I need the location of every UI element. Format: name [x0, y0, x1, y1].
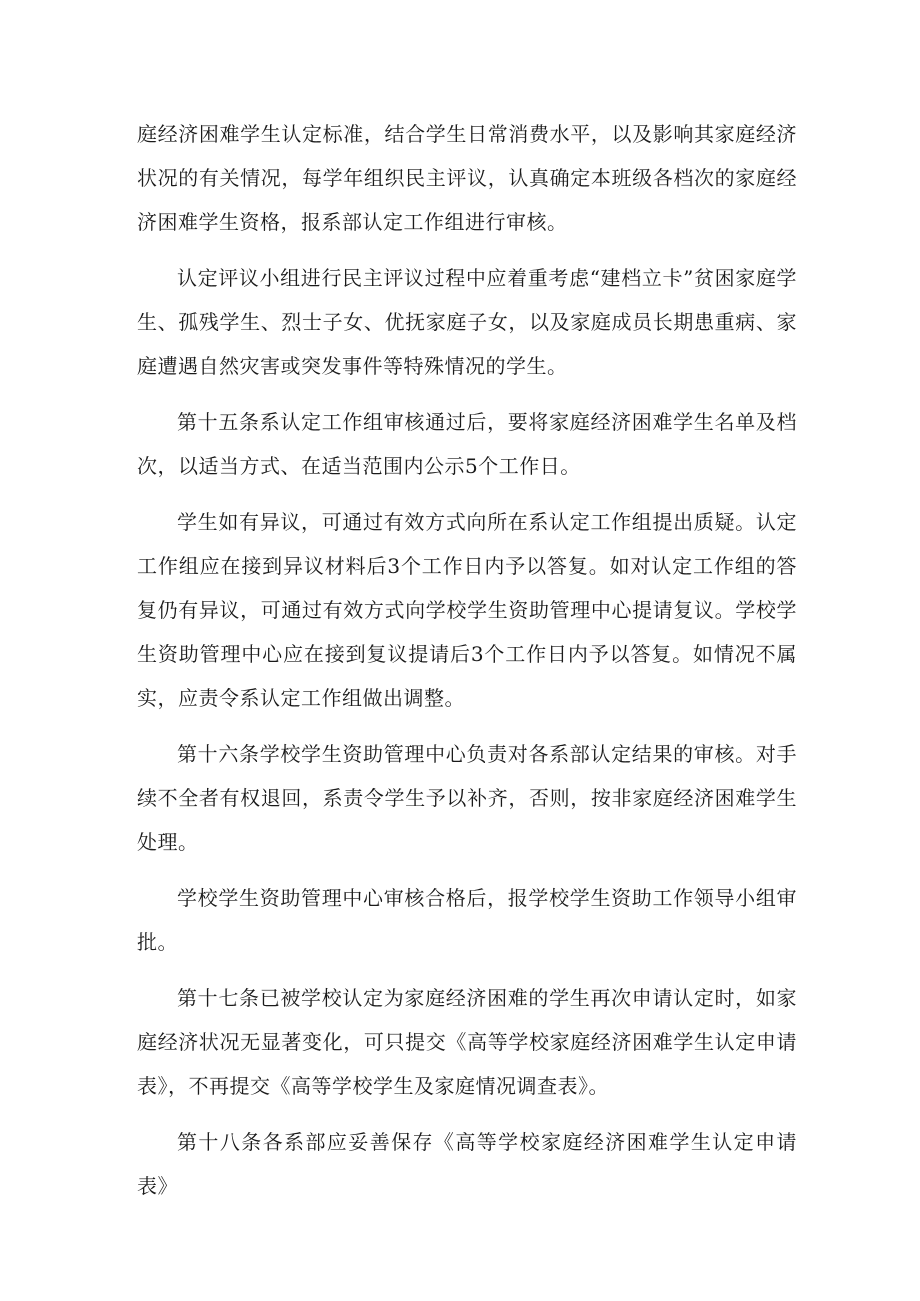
paragraph-article-15: 第十五条系认定工作组审核通过后，要将家庭经济困难学生名单及档次，以适当方式、在适当范围内公示5个工作日。: [137, 410, 797, 478]
paragraph-article-18: 第十八条各系部应妥善保存《高等学校家庭经济困难学生认定申请表》: [137, 1130, 797, 1198]
paragraph-article-17: 第十七条已被学校认定为家庭经济困难的学生再次申请认定时，如家庭经济状况无显著变化，可只提交《高等学校家庭经济困难学生认定申请表》，不再提交《高等学校学生及家庭情况调查表》。: [137, 986, 797, 1098]
paragraph-approval: 学校学生资助管理中心审核合格后，报学校学生资助工作领导小组审批。: [137, 886, 797, 954]
paragraph-continuation: 庭经济困难学生认定标准，结合学生日常消费水平，以及影响其家庭经济状况的有关情况，每学年组织民主评议，认真确定本班级各档次的家庭经济困难学生资格，报系部认定工作组进行审核。: [137, 122, 797, 234]
paragraph-objection-procedure: 学生如有异议，可通过有效方式向所在系认定工作组提出质疑。认定工作组应在接到异议材料后3个工作日内予以答复。如对认定工作组的答复仍有异议，可通过有效方式向学校学生资助管理中心提请复议。学校学生资助管理中心应在接到复议提请后3个工作日内予以答复。如情况不属实，应责令系认定工作组做出调整。: [137, 510, 797, 710]
document-body: [137, 112, 797, 1220]
paragraph-article-16: 第十六条学校学生资助管理中心负责对各系部认定结果的审核。对手续不全者有权退回，系责令学生予以补齐，否则，按非家庭经济困难学生处理。: [137, 742, 797, 854]
paragraph-evaluation-priority: 认定评议小组进行民主评议过程中应着重考虑“建档立卡”贫困家庭学生、孤残学生、烈士子女、优抚家庭子女，以及家庭成员长期患重病、家庭遭遇自然灾害或突发事件等特殊情况的学生。: [137, 266, 797, 378]
